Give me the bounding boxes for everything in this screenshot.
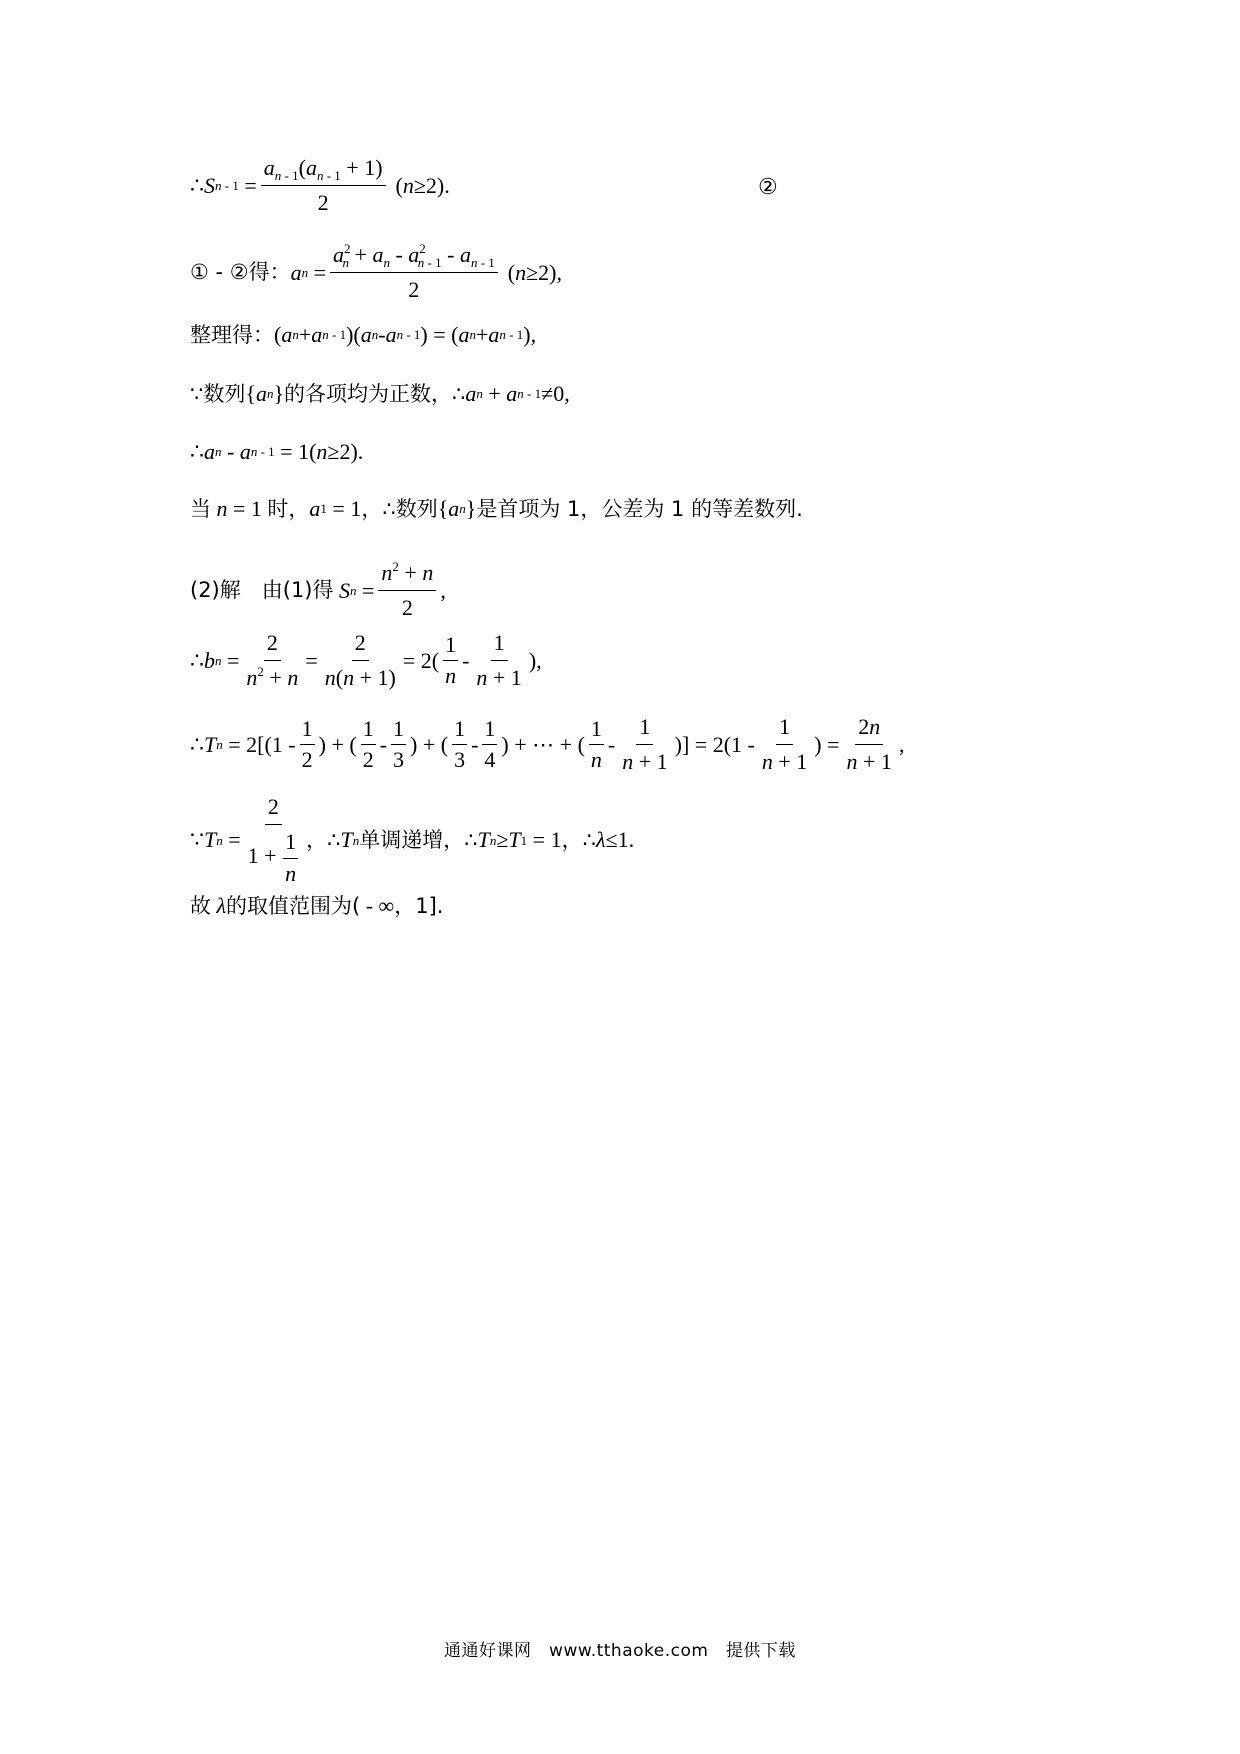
formula-line-2: ① - ②得： a n = $\frac{a^2_n + a_n - a^2_{n - 1} - a_{n - 1}}{2}$ ( n ≥2),: [190, 241, 563, 303]
formula-line-5: ∴ a n - a n - 1 = 1( n ≥2).: [190, 439, 364, 464]
formula-line-3: 整理得： ( a n + a n - 1 )( a n - a n - 1 ) = ( a n + a n - 1 ),: [190, 322, 537, 347]
formula-line-7: (2)解 由(1)得 S n = $\frac{n^2 + n}{2}$ ,: [190, 559, 446, 621]
formula-line-4: ∵数列 { a n } 的各项均为正数，∴ a n + a n - 1 ≠0,: [190, 381, 570, 406]
formula-line-1: ∴ S n - 1 = $\frac{a_{n - 1}(a_{n - 1} + 1)}{2}$ ( n ≥2).: [190, 155, 450, 216]
fraction-a-n: $\frac{a^2_n + a_n - a^2_{n - 1} - a_{n - 1}}{2}$: [330, 242, 498, 304]
equation-marker-2: ②: [758, 174, 778, 199]
formula-line-10: ∵ T n = 2 1 + $\frac{1}{n}$ ，∴ T n 单调递增，∴ T n ≥ T 1 = 1 ，∴ λ ≤1.: [190, 794, 635, 886]
fraction-1-over-n-plus-1-c: $\frac{1}{n + 1}$: [761, 714, 808, 775]
fraction-2n-over-n-plus-1: $\frac{2n}{n + 1}$: [846, 714, 892, 775]
fraction-s-n-minus-1: $\frac{a_{n - 1}(a_{n - 1} + 1)}{2}$: [261, 155, 386, 217]
fraction-half-b: $\frac{1}{2}$: [362, 716, 374, 773]
fraction-third: $\frac{1}{3}$: [393, 716, 405, 773]
formula-line-9: ∴ T n = 2[(1 - $\frac{1}{2}$ ) + ( $\frac{1}{2}$ - $\frac{1}{3}$ ) + ( $\frac{1}{3}$ - $\frac{1}{4}$ ) + ⋯ + ( $\frac{1}{n}$ - $\frac{1}{n + 1}$ )] = 2(1 - $\frac{1}{n + 1}$ ) = $\frac{2n}{n + 1}$ ,: [190, 714, 905, 775]
fraction-1-over-n-plus-1: $\frac{1}{n + 1}$: [476, 630, 522, 691]
fraction-s-n: $\frac{n^2 + n}{2}$: [378, 560, 436, 622]
fraction-half: $\frac{1}{2}$: [301, 716, 313, 773]
fraction-1-over-n-plus-1-b: $\frac{1}{n + 1}$: [622, 714, 668, 775]
formula-line-6: 当 n = 1 时， a 1 = 1 ，∴数列 { a n } 是首项为 1，公差为 1 的等差数列.: [190, 496, 803, 521]
page-footer: 通通好课网 www.tthaoke.com 提供下载: [444, 1641, 796, 1661]
fraction-1-over-n: $\frac{1}{n}$: [445, 632, 457, 689]
formula-line-11: 故 λ 的取值范围为( - ∞ ，1].: [190, 893, 444, 918]
formula-line-8: ∴ b n = $\frac{2}{n^2 + n}$ = $\frac{2}{n(n + 1)}$ = 2( $\frac{1}{n}$ - $\frac{1}{n + 1}$ ),: [190, 630, 542, 691]
fraction-third-b: $\frac{1}{3}$: [454, 716, 466, 773]
fraction-quarter: $\frac{1}{4}$: [484, 716, 496, 773]
fraction-b-n-2: $\frac{2}{n(n + 1)}$: [324, 630, 396, 691]
fraction-b-n-1: $\frac{2}{n^2 + n}$: [246, 630, 299, 691]
fraction-t-n: 2 1 + $\frac{1}{n}$: [247, 794, 297, 886]
fraction-1-over-n-b: $\frac{1}{n}$: [590, 716, 602, 773]
